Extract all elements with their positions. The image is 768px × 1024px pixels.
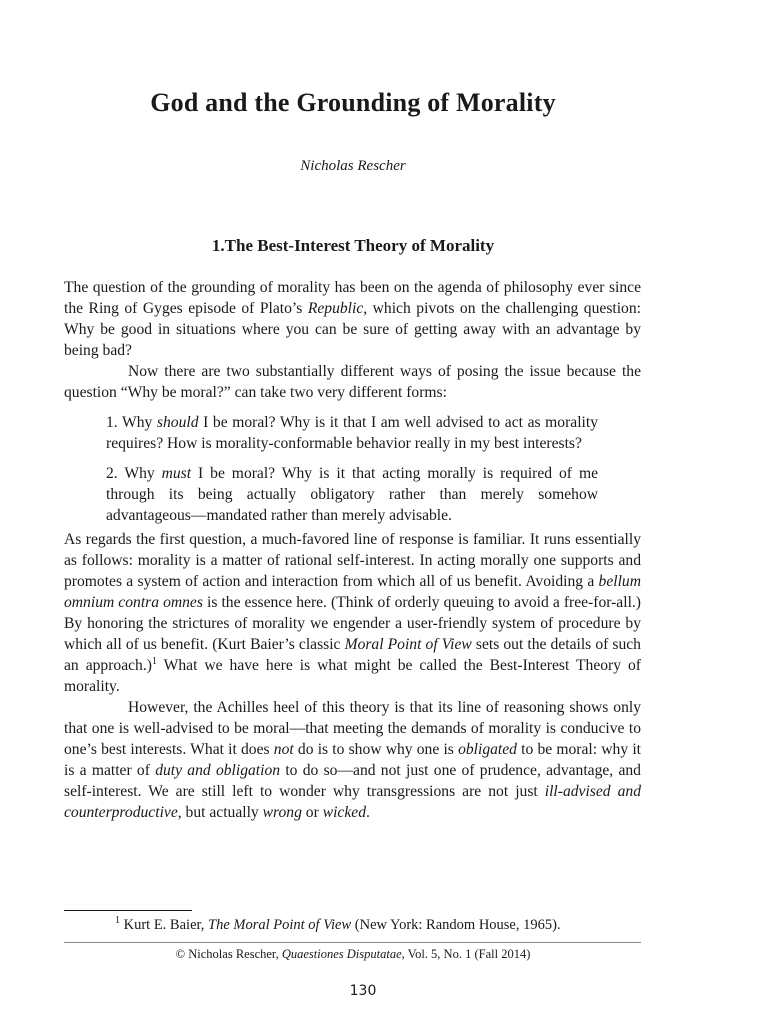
footnote-mark: 1 <box>115 915 120 927</box>
copyright-rule <box>64 942 641 943</box>
paragraph-2: Now there are two substantially different ways of posing the issue because the question “Why be moral?” can take two very different forms: <box>64 363 641 401</box>
article-title: God and the Grounding of Morality <box>150 88 556 117</box>
list-item-2: 2. Why must I be moral? Why is it that acting morally is required of me through its being actually obligatory rather than merely somehow advantageous—mandated rather than merely advisable. <box>106 465 598 524</box>
copyright-line: © Nicholas Rescher, Quaestiones Disputatae, Vol. 5, No. 1 (Fall 2014) <box>175 947 531 961</box>
page-number: 130 <box>349 983 377 999</box>
paragraph-3: As regards the first question, a much-favored line of response is familiar. It runs essentially as follows: morality is a matter of rational self-interest. In acting morally one supports and promotes a system of action and interaction from which all of us benefit. Avoiding a bellum omnium contra omnes is the essence here. (Think of orderly queuing to avoid a free-for-all.) By honoring the strictures of morality we engender a user-friendly system of procedure by which all of us benefit. (Kurt Baier’s classic Moral Point of View sets out the details of such an approach.)$^1$ What we have here is what might be called the Best-Interest Theory of morality. <box>64 531 642 695</box>
list-item-1: 1. Why should I be moral? Why is it that I am well advised to act as morality requires? How is morality-conformable behavior really in my best interests? <box>106 414 598 452</box>
paragraph-4: However, the Achilles heel of this theory is that its line of reasoning shows only that one is well-advised to be moral—that meeting the demands of morality is conducive to one’s best interests. What it does not do is to show why one is obligated to be moral: why it is a matter of duty and obligation to do so—and not just one of prudence, advantage, and self-interest. We are still left to wonder why transgressions are not just ill-advised and counterproductive, but actually wrong or wicked. <box>64 699 641 821</box>
footnote: $^1$ Kurt E. Baier, The Moral Point of View (New York: Random House, 1965). <box>115 915 561 933</box>
footnote-reference: 1 <box>151 655 157 667</box>
article-body <box>64 277 641 823</box>
section-heading: 1.The Best-Interest Theory of Morality <box>211 236 495 255</box>
emphasis-republic: Republic <box>307 300 364 317</box>
paragraph-1: The question of the grounding of morality has been on the agenda of philosophy ever since the Ring of Gyges episode of Plato’s Republic, which pivots on the challenging question: Why be good in situations where you can be sure of getting away with an advantage by being bad? <box>64 279 641 359</box>
footnote-rule <box>64 910 192 911</box>
author-name: Nicholas Rescher <box>300 158 406 174</box>
